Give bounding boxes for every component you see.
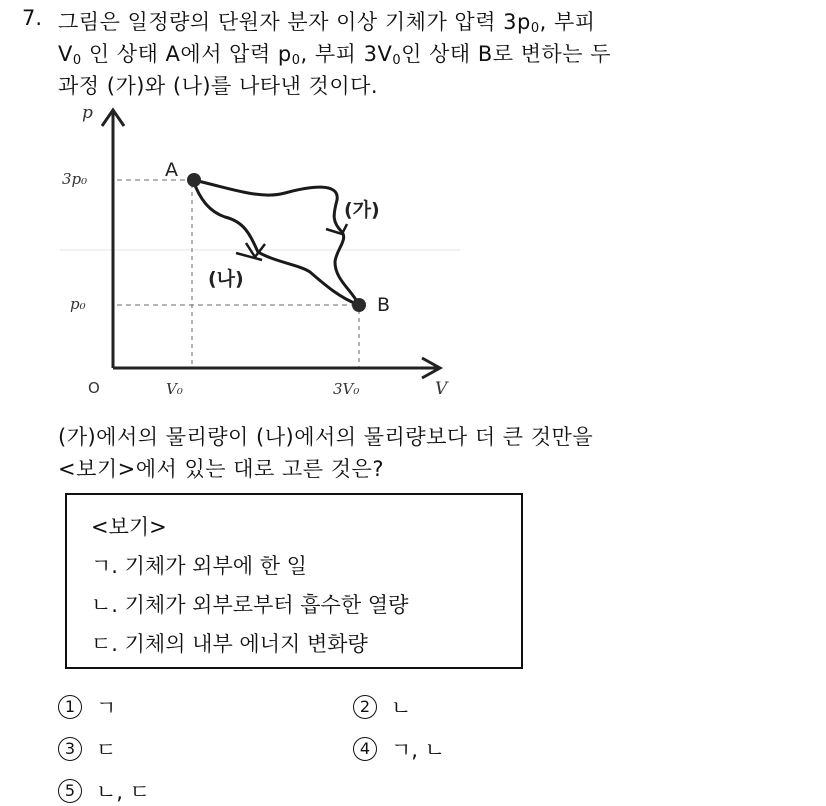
point-a [187, 173, 201, 187]
bogi-title: <보기> [91, 515, 167, 539]
point-a-label: A [165, 159, 178, 181]
question-text: , 부피 [539, 10, 596, 34]
choice-value: ㄱ, ㄴ [391, 738, 445, 762]
choice-1[interactable] [58, 692, 116, 722]
choice-value: ㄴ [391, 696, 412, 720]
choice-value: ㄷ [96, 738, 117, 762]
choice-number: 4 [353, 737, 377, 761]
x-axis-label: V [435, 379, 448, 399]
process-na-label: (나) [208, 268, 244, 290]
choice-value: ㄱ [96, 696, 117, 720]
choice-number: 5 [58, 779, 82, 803]
bogi-item-nieun: ㄴ. 기체가 외부로부터 흡수한 열량 [91, 593, 409, 617]
process-ga-label: (가) [344, 199, 380, 221]
question-text: V [58, 42, 73, 66]
subscript: 0 [291, 53, 301, 68]
choice-3[interactable] [58, 734, 116, 764]
choice-4[interactable] [353, 734, 445, 764]
origin-label: O [88, 379, 100, 397]
choice-5[interactable] [58, 776, 150, 806]
y-tick-3p0: 3p₀ [62, 170, 88, 188]
question-text: , 부피 3V [300, 42, 393, 66]
y-tick-p0: p₀ [70, 295, 86, 313]
choice-number: 1 [58, 695, 82, 719]
bogi-item-digeut: ㄷ. 기체의 내부 에너지 변화량 [91, 632, 368, 656]
question-line-3: 과정 (가)와 (나)를 나타낸 것이다. [58, 74, 379, 98]
point-b [352, 298, 366, 312]
y-axis-label: p [82, 103, 93, 123]
subscript: 0 [530, 21, 540, 36]
bogi-item-giyeok: ㄱ. 기체가 외부에 한 일 [91, 554, 307, 578]
prompt-line-1: (가)에서의 물리량이 (나)에서의 물리량보다 더 큰 것만을 [58, 425, 594, 449]
question-text: 인 상태 A에서 압력 p [81, 42, 292, 66]
x-tick-v0: V₀ [166, 380, 183, 398]
question-text: 그림은 일정량의 단원자 분자 이상 기체가 압력 3p [58, 10, 531, 34]
question-text: 인 상태 B로 변하는 두 [401, 42, 612, 66]
question-number: 7. [22, 6, 43, 30]
choice-number: 2 [353, 695, 377, 719]
subscript: 0 [392, 53, 402, 68]
subscript: 0 [72, 53, 82, 68]
prompt-line-2: <보기>에서 있는 대로 고른 것은? [58, 457, 384, 481]
x-tick-3v0: 3V₀ [333, 380, 360, 398]
choice-value: ㄴ, ㄷ [96, 780, 150, 804]
choice-number: 3 [58, 737, 82, 761]
choice-2[interactable] [353, 692, 411, 722]
bogi-box [65, 493, 523, 669]
point-b-label: B [377, 294, 391, 316]
